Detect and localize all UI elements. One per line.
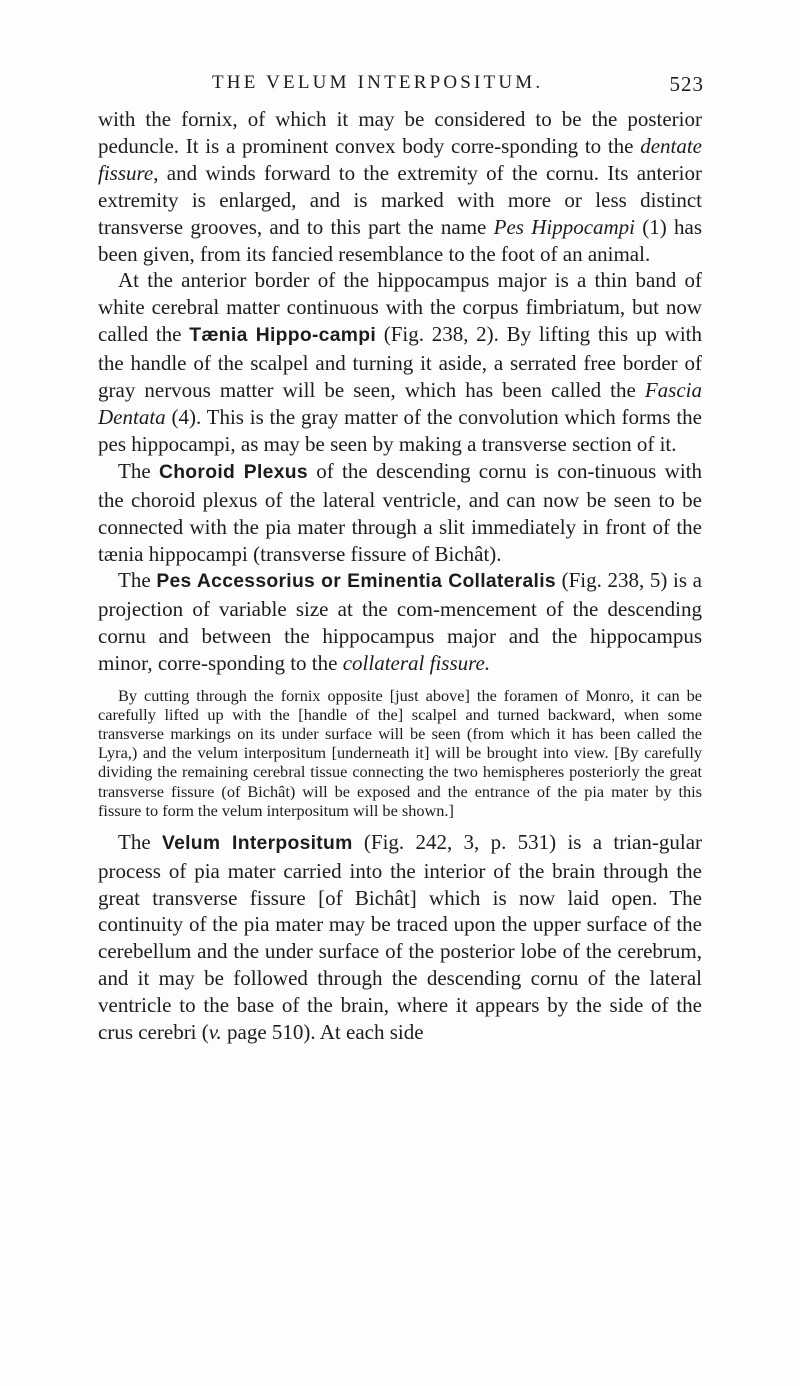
text-run: By cutting through the fornix opposite [just above] the foramen of Monro, it can be carefully lifted up with the [handle of the] scalpel and turned backward, when some transverse markings on its under surface will be seen (from which it has been called the Lyra,) and the velum interpositum [underneath it] will be brought into view. [By carefully dividing the remaining cerebral tissue connecting the two hemispheres posteriorly the great transverse fissure (of Bichât) will be exposed and the entrance of the pia mater by this fissure to form the velum interpositum will be shown.] <box>98 686 702 820</box>
paragraph-choroid-plexus <box>98 458 702 568</box>
text-run: (4). This is the gray matter of the convolution which forms the pes hippocampi, as may be seen by making a transverse section of it. <box>98 404 702 456</box>
bold-heading-term: Velum Interpositum <box>161 832 353 854</box>
text-run: page 510). At each side <box>221 1020 424 1045</box>
bold-heading-term: Tænia Hippo-campi <box>189 325 376 347</box>
italic-term: Pes Hippocampi <box>493 214 636 239</box>
text-run: of the descending cornu is con-tinuous with the choroid plexus of the lateral ventricle, and can now be seen to be connected with the pia mater through a slit immediately in front of the tænia hippocampi (transverse fissure of Bichât). <box>98 458 702 566</box>
paragraph-dissection-note <box>98 686 702 820</box>
italic-term: v. <box>208 1020 222 1045</box>
text-run: The <box>118 568 157 593</box>
paragraph-pes-accessorius <box>98 567 702 677</box>
text-run: (Fig. 238, 2). By lifting this up with the handle of the scalpel and turning it aside, a serrated free border of gray nervous matter will be seen, which has been called the <box>98 322 703 403</box>
italic-term: dentate fissure <box>98 133 702 185</box>
text-run: , and winds forward to the extremity of the cornu. Its anterior extremity is enlarged, and is marked with more or less distinct transverse grooves, and to this part the name <box>98 160 702 239</box>
text-run: (Fig. 238, 5) is a projection of variable size at the com-mencement of the descending cornu and between the hippocampus major and the hippocampus minor, corre-sponding to the <box>98 568 703 676</box>
bold-heading-term: Choroid Plexus <box>158 461 308 483</box>
text-run: At the anterior border of the hippocampus major is a thin band of white cerebral matter continuous with the corpus fimbriatum, but now called the <box>98 268 702 347</box>
text-run: The <box>118 829 162 854</box>
italic-term: Fascia Dentata <box>98 378 702 429</box>
bold-heading-term: Pes Accessorius or Eminentia Collateralis <box>156 571 556 593</box>
body-text <box>98 106 702 1046</box>
page-number: 523 <box>669 72 704 96</box>
paragraph-velum-interpositum <box>98 829 702 1046</box>
text-run: The <box>118 458 159 483</box>
text-run: with the fornix, of which it may be considered to be the posterior peduncle. It is a prominent convex body corre-sponding to the <box>98 107 702 158</box>
text-run: (Fig. 242, 3, p. 531) is a trian-gular process of pia mater carried into the interior of the brain through the great transverse fissure [of Bichât] which is now laid open. The continuity of the pia mater may be traced upon the upper surface of the cerebellum and the under surface of the posterior lobe of the cerebrum, and it may be followed through the descending cornu of the lateral ventricle to the base of the brain, where it appears by the side of the crus cerebri ( <box>98 829 703 1045</box>
paragraph-fornix-peduncle <box>98 106 702 267</box>
running-title: THE VELUM INTERPOSITUM. <box>212 72 544 93</box>
running-head <box>0 72 800 98</box>
text-run: (1) has been given, from its fancied resemblance to the foot of an animal. <box>98 214 702 266</box>
italic-term: collateral fissure. <box>342 651 491 676</box>
paragraph-taenia-hippocampi <box>98 267 702 457</box>
